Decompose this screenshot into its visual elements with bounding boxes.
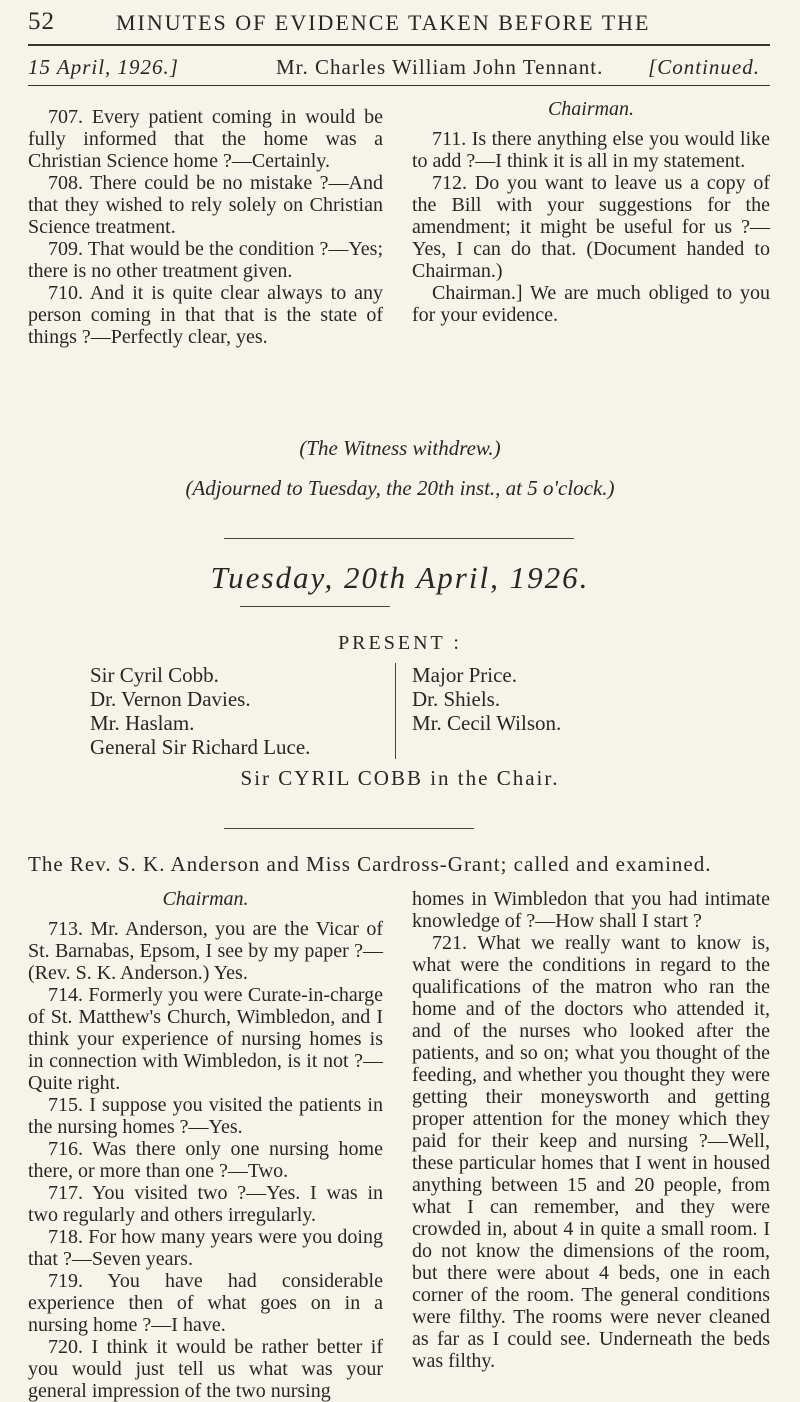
session-title: Tuesday, 20th April, 1926. (210, 560, 590, 595)
question-713: 713. Mr. Anderson, you are the Vicar of St. Barnabas, Epsom, I see by my paper ?—(Rev. S. K. Anderson.) Yes. (28, 918, 383, 984)
question-718: 718. For how many years were you doing that ?—Seven years. (28, 1226, 383, 1270)
question-717: 717. You visited two ?—Yes. I was in two regularly and others irregularly. (28, 1182, 383, 1226)
examined-line: The Rev. S. K. Anderson and Miss Cardross-Grant; called and examined. (28, 852, 712, 876)
question-710: 710. And it is quite clear always to any person coming in that that is the state of things ?—Perfectly clear, yes. (28, 282, 383, 348)
question-720: 720. I think it would be rather better if you would just tell us what was your general impression of the two nursing (28, 1336, 383, 1402)
chair-line: Sir CYRIL COBB in the Chair. (240, 766, 560, 790)
witness-name: Mr. Charles William John Tennant. (276, 55, 604, 79)
member: Mr. Haslam. (90, 711, 195, 735)
hearing-date: 15 April, 1926.] (28, 55, 179, 79)
present-label: PRESENT : (338, 632, 462, 654)
section2-right-column (412, 888, 770, 1372)
question-708: 708. There could be no mistake ?—And that they wished to rely solely on Christian Science treatment. (28, 172, 383, 238)
member: Mr. Cecil Wilson. (412, 711, 562, 735)
header-rule (28, 44, 770, 46)
chairman-heading: Chairman. (162, 888, 249, 910)
page-number: 52 (28, 8, 55, 35)
question-712: 712. Do you want to leave us a copy of the Bill with your suggestions for the amendment; it might be useful for us ?—Yes, I can do that. (Document handed to Chairman.) (412, 172, 770, 282)
question-715: 715. I suppose you visited the patients in the nursing homes ?—Yes. (28, 1094, 383, 1138)
question-709: 709. That would be the condition ?—Yes; there is no other treatment given. (28, 238, 383, 282)
question-721: 721. What we really want to know is, what were the conditions in regard to the qualifications of the matron who ran the home and of the doctors who attended it, and of the nurses who looked after the patients, and so on; what you thought of the feeding, and whether you thought they were getting their moneysworth and getting proper attention for the money which they paid for their keep and nursing ?—Well, these particular homes that I went in housed anything between 15 and 20 people, from what I can remember, and they were crowded in, about 4 in quite a small room. I do not know the dimensions of the room, but there were about 4 beds, one in each corner of the room. The general conditions were filthy. The rooms were never cleaned as far as I could see. Underneath the beds was filthy. (412, 932, 770, 1372)
question-719: 719. You have had considerable experience then of what goes on in a nursing home ?—I have. (28, 1270, 383, 1336)
witness-withdrew: (The Witness withdrew.) (299, 436, 501, 460)
member: Dr. Vernon Davies. (90, 687, 251, 711)
chairman-heading: Chairman. (547, 98, 635, 120)
section2-left-column (28, 888, 383, 1402)
question-716: 716. Was there only one nursing home there, or more than one ?—Two. (28, 1138, 383, 1182)
question-707: 707. Every patient coming in would be fully informed that the home was a Christian Science home ?—Certainly. (28, 106, 383, 172)
member: Major Price. (412, 663, 517, 687)
answer-720-continued: homes in Wimbledon that you had intimate knowledge of ?—How shall I start ? (412, 888, 770, 932)
title-underline (240, 606, 390, 607)
section-divider (224, 828, 474, 829)
running-head: MINUTES OF EVIDENCE TAKEN BEFORE THE (116, 10, 651, 35)
chairman-remark: Chairman.] We are much obliged to you for your evidence. (412, 282, 770, 326)
member: Sir Cyril Cobb. (90, 663, 219, 687)
member: General Sir Richard Luce. (90, 735, 311, 759)
subheader (28, 55, 770, 85)
question-714: 714. Formerly you were Curate-in-charge of St. Matthew's Church, Wimbledon, and I think your experience of nursing homes is in connection with Wimbledon, is it not ?—Quite right. (28, 984, 383, 1094)
members-divider (395, 663, 396, 759)
subheader-rule (28, 85, 770, 86)
adjourned-note: (Adjourned to Tuesday, the 20th inst., at 5 o'clock.) (185, 476, 615, 500)
section1-right-column (412, 98, 770, 326)
question-711: 711. Is there anything else you would like to add ?—I think it is all in my statement. (412, 128, 770, 172)
member: Dr. Shiels. (412, 687, 501, 711)
continued-label: [Continued. (648, 55, 760, 79)
members-right-list (412, 663, 561, 735)
section-divider (224, 538, 574, 539)
section1-left-column (28, 106, 383, 348)
page-header (28, 8, 770, 40)
members-left-list (90, 663, 310, 759)
